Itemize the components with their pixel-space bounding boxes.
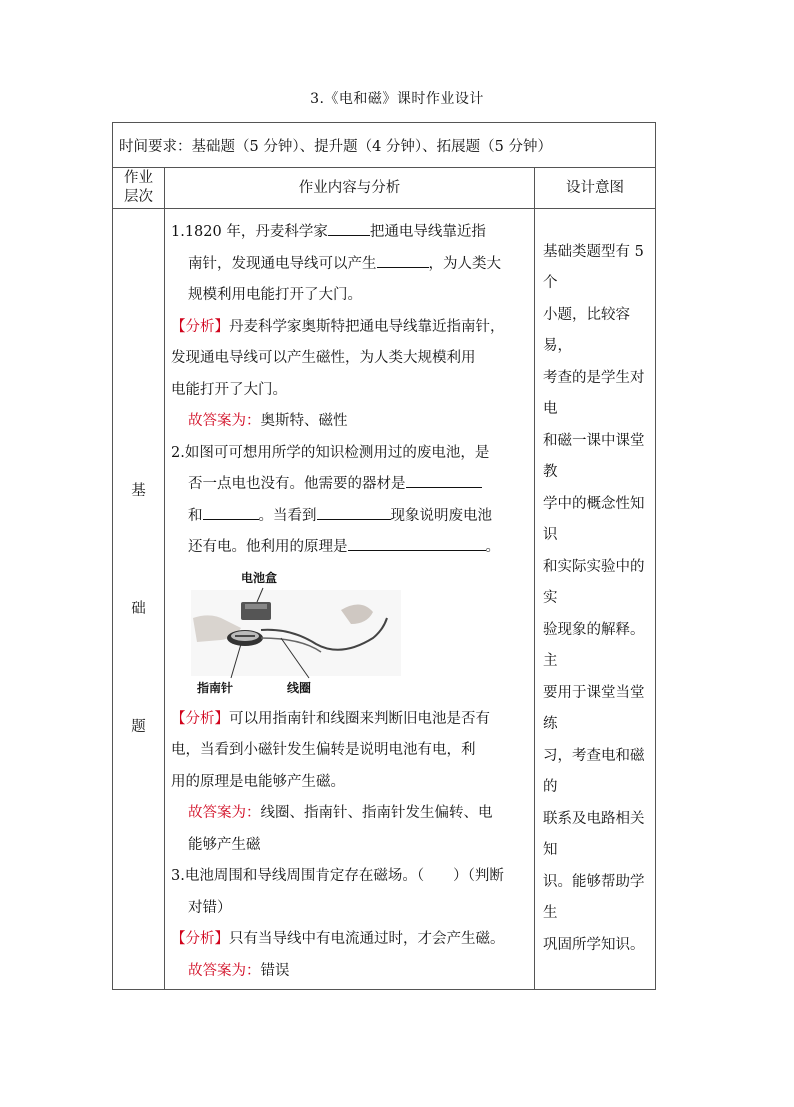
- time-requirement: 时间要求：基础题（5 分钟）、提升题（4 分钟）、拓展题（5 分钟）: [113, 123, 656, 168]
- blank: [328, 217, 370, 236]
- header-row: [113, 168, 656, 209]
- header-content: 作业内容与分析: [165, 168, 535, 209]
- blank: [406, 469, 482, 488]
- experiment-figure: [191, 568, 401, 698]
- battery-compass-coil-illustration: [191, 568, 401, 698]
- question-3: 3.电池周围和导线周围肯定存在磁场。（ ）（判断 对错） 【分析】只有当导线中有电流通过时，才会产生磁。 故答案为：错误: [171, 868, 505, 979]
- figure-label-battery-box: 电池盒: [241, 570, 278, 585]
- blank: [377, 249, 429, 268]
- answer: 线圈、指南针、指南针发生偏转、电: [260, 805, 493, 821]
- analysis-tag: 【分析】: [171, 710, 229, 727]
- answer-label: 故答案为：: [188, 962, 261, 979]
- header-intent: 设计意图: [535, 168, 656, 209]
- figure-label-compass: 指南针: [197, 680, 234, 695]
- question-1: 1.1820 年，丹麦科学家 把通电导线靠近指 南针，发现通电导线可以产生 ，为人类大 规模利用电能打开了大门。 【分析】丹麦科学家奥斯特把通电导线靠近指南针， 发现通电导线可以产生磁性，为人类大规模利用 电能打开了大门。 故答案为：奥斯特、磁性: [171, 217, 528, 438]
- answer-label: 故答案为：: [188, 413, 261, 429]
- header-level-line1: 作业: [124, 170, 153, 186]
- question-2: 2.如图可可想用所学的知识检测用过的废电池，是 否一点电也没有。他需要的器材是 和 。当看到 现象说明废电池 还有电。他利用的原理是 。 电池盒 指南针 线圈 【分析】可以用指南针和线圈来判断旧电池是否有 电，当看到小磁针发生偏转是说明电池有电，利 用的原理是电能够产生磁。 故答案为：线圈、指南针、指南针发生偏转、电 能够产生磁: [171, 444, 500, 853]
- blank: [348, 532, 486, 551]
- design-intent-cell: 基础类题型有 5 个 小题，比较容易， 考查的是学生对电 和磁一课中课堂教 学中的概念性知识 和实际实验中的实 验现象的解释。主 要用于课堂当堂练 习，考查电和磁的 联系及电路相关知 识。能够帮助学生 巩固所学知识。: [535, 209, 656, 990]
- analysis-tag: 【分析】: [171, 931, 229, 947]
- level-cell: [113, 209, 165, 990]
- blank: [317, 501, 391, 520]
- blank: [203, 501, 259, 520]
- content-cell: [165, 209, 535, 990]
- level-char-1: 基: [131, 483, 146, 499]
- figure-label-coil: 线圈: [287, 680, 312, 695]
- level-char-3: 题: [131, 719, 146, 735]
- answer-label: 故答案为：: [188, 805, 261, 821]
- level-char-2: 础: [131, 601, 146, 617]
- answer: 错误: [260, 962, 290, 979]
- page-title: 3.《电和磁》课时作业设计: [310, 91, 484, 107]
- answer: 奥斯特、磁性: [260, 413, 348, 429]
- header-level: [113, 168, 165, 209]
- analysis-tag: 【分析】: [171, 318, 229, 335]
- homework-table: [112, 122, 656, 990]
- header-level-line2: 层次: [124, 189, 153, 205]
